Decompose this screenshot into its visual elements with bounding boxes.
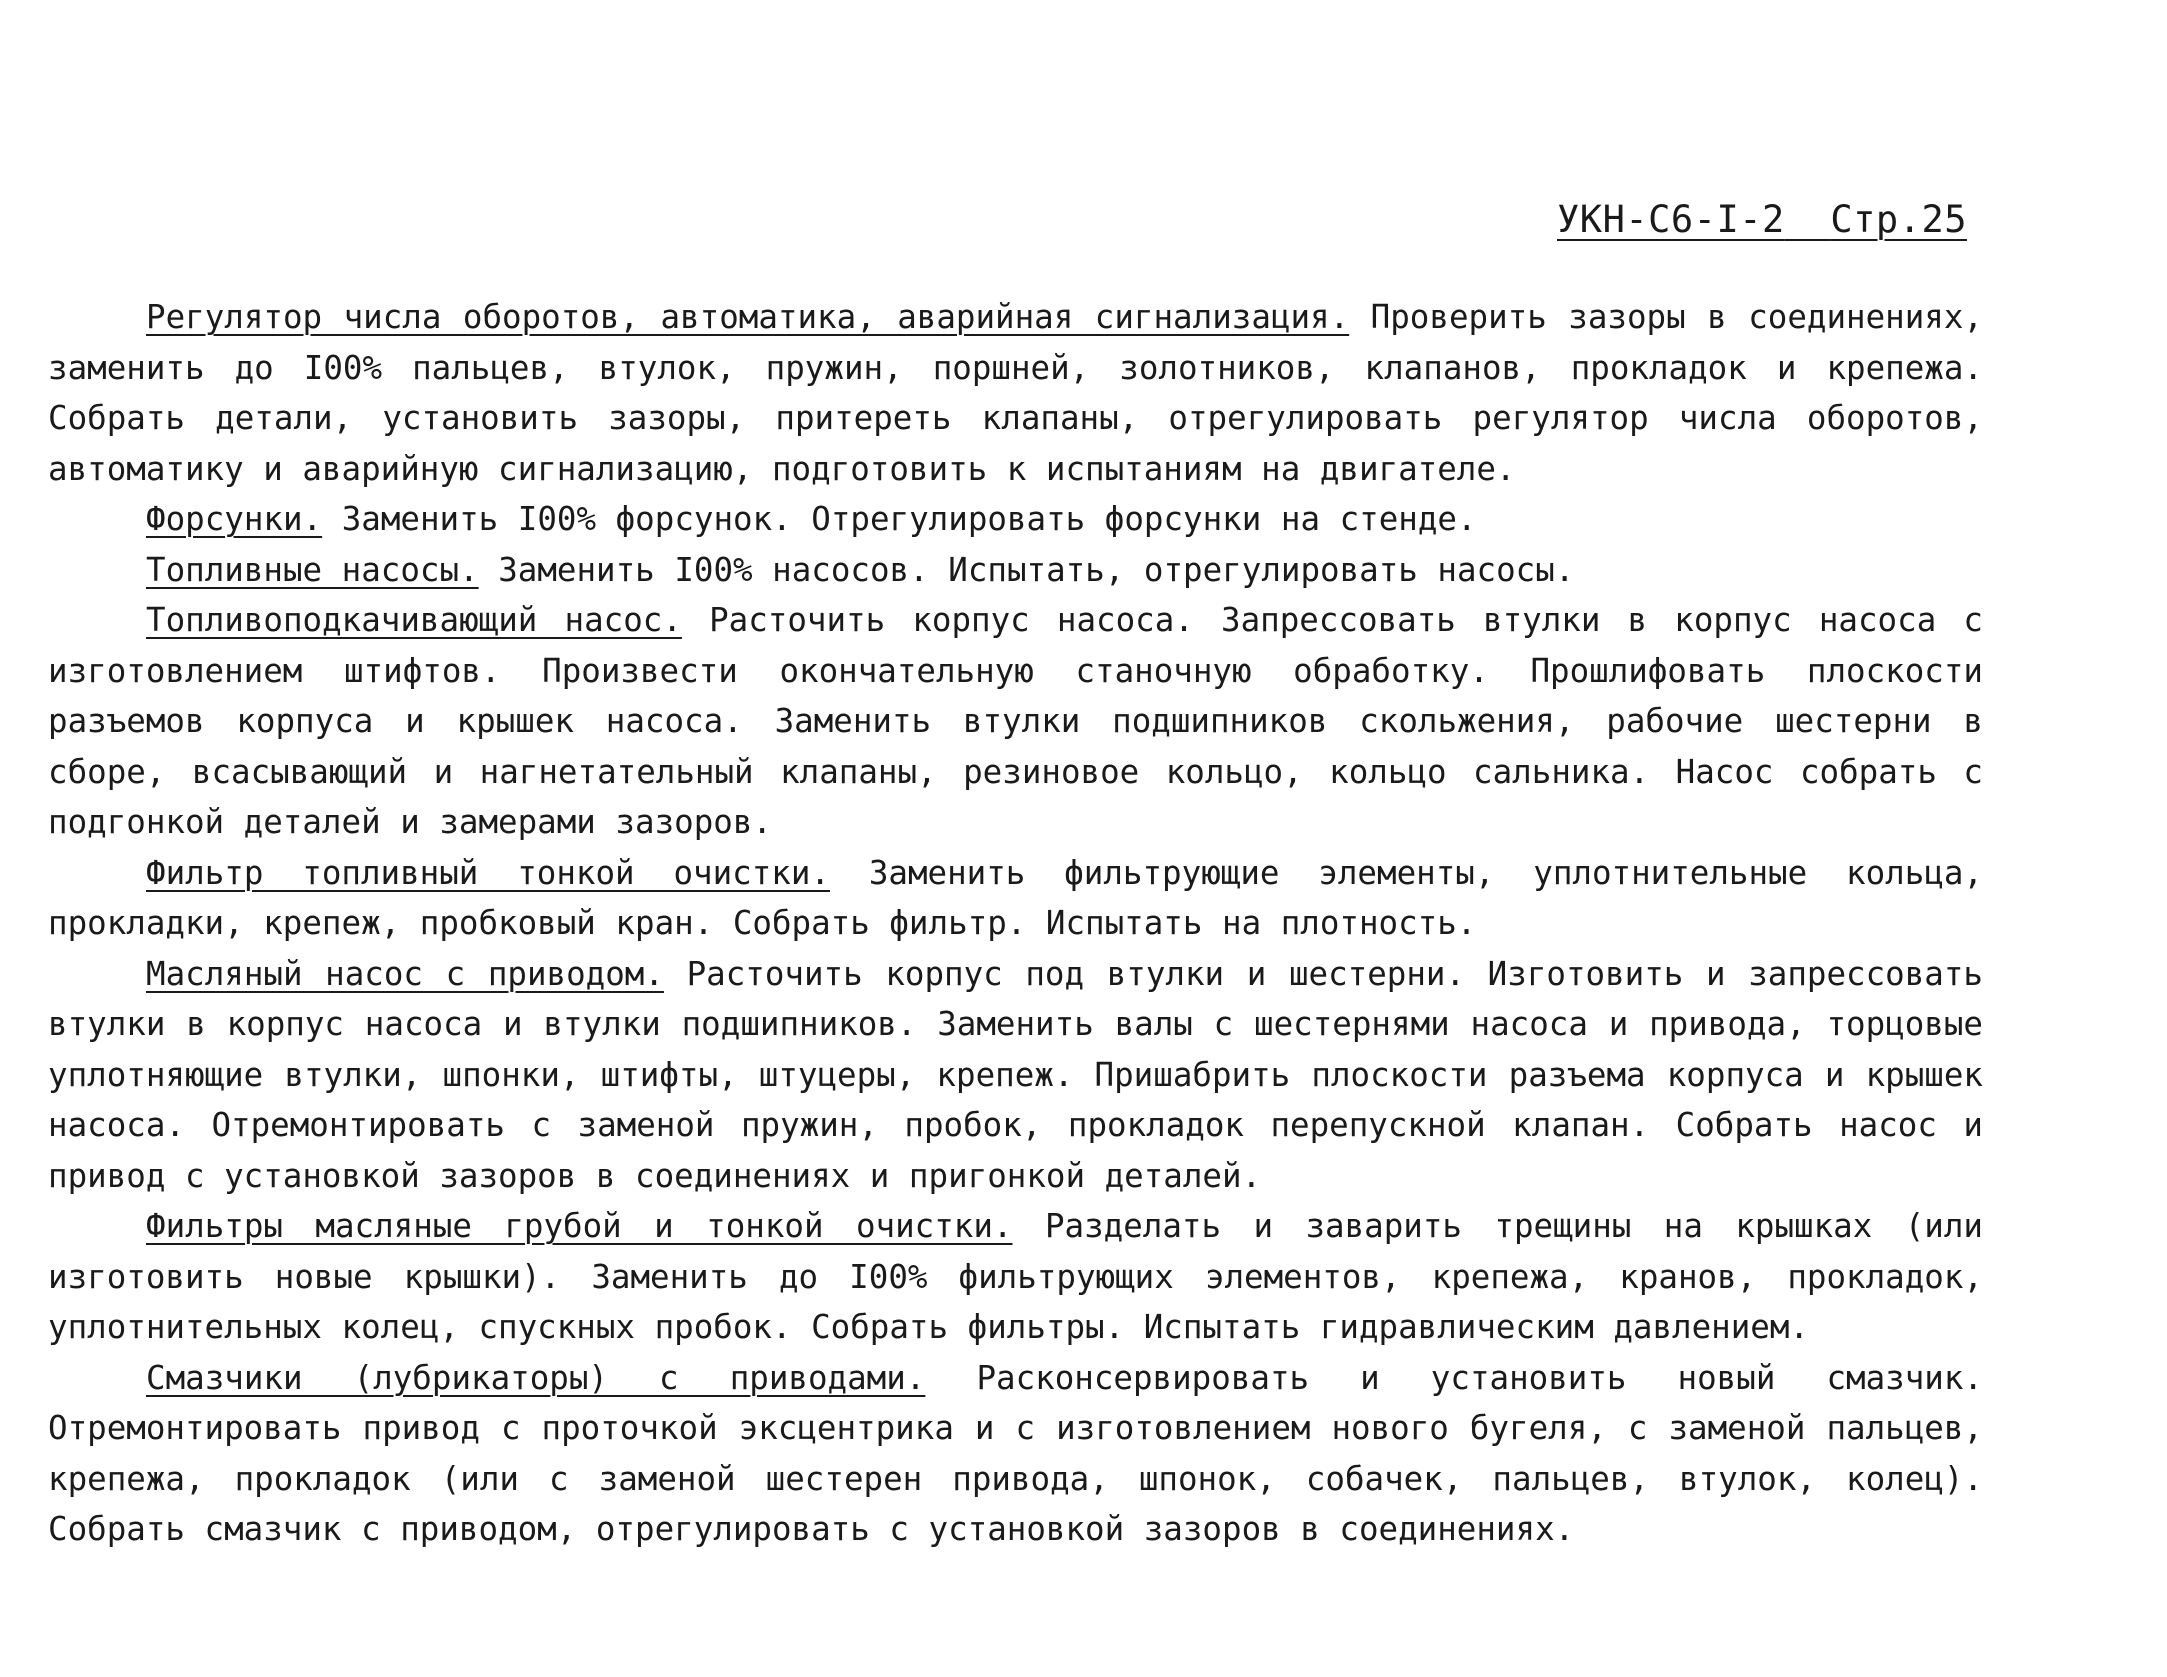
paragraph-text: Расконсервировать и установить новый смазчик. Отремонтировать привод с проточкой эксцентрика и с изготовлением нового бугеля, с заменой пальцев, крепежа, прокладок (или с заменой шестерен привода, шпонок, собачек, пальцев, втулок, колец). Собрать смазчик с приводом, отрегулировать с установкой зазоров в соединениях. (48, 1358, 1983, 1548)
section-heading: Фильтры масляные грубой и тонкой очистки. (146, 1207, 1013, 1245)
section-heading: Топливные насосы. (146, 550, 479, 589)
paragraph-text: Расточить корпус под втулки и шестерни. Изготовить и запрессовать втулки в корпус насоса и втулки подшипников. Заменить валы с шестернями насоса и привода, торцовые уплотняющие втулки, шпонки, штифты, штуцеры, крепеж. Пришабрить плоскости разъема корпуса и крышек насоса. Отремонтировать с заменой пружин, пробок, прокладок перепускной клапан. Собрать насос и привод с установкой зазоров в соединениях и пригонкой деталей. (48, 954, 1983, 1195)
paragraph-text: Проверить зазоры в соединениях, заменить до I00% пальцев, втулок, пружин, поршней, золотников, клапанов, прокладок и крепежа. Собрать детали, установить зазоры, притереть клапаны, отрегулировать регулятор числа оборотов, автоматику и аварийную сигнализацию, подготовить к испытаниям на двигателе. (48, 298, 1983, 488)
paragraph-text: Разделать и заварить трещины на крышках (или изготовить новые крышки). Заменить до I00% фильтрующих элементов, крепежа, кранов, прокладок, уплотнительных колец, спускных пробок. Собрать фильтры. Испытать гидравлическим давлением. (48, 1207, 1983, 1346)
document-body (48, 292, 1983, 1555)
paragraph-fuel-pumps (48, 545, 1983, 596)
section-heading: Смазчики (лубрикаторы) с приводами. (146, 1358, 926, 1397)
paragraph-injectors (48, 494, 1983, 545)
paragraph-text: Расточить корпус насоса. Запрессовать втулки в корпус насоса с изготовлением штифтов. Произвести окончательную станочную обработку. Прошлифовать плоскости разъемов корпуса и крышек насоса. Заменить втулки подшипников скольжения, рабочие шестерни в сборе, всасывающий и нагнетательный клапаны, резиновое кольцо, кольцо сальника. Насос собрать с подгонкой деталей и замерами зазоров. (48, 601, 1983, 841)
document-code: УКН-С6-I-2 (1557, 198, 1785, 241)
paragraph-text: Заменить фильтрующие элементы, уплотнительные кольца, прокладки, крепеж, пробковый кран. Собрать фильтр. Испытать на плотность. (48, 853, 1983, 942)
section-heading: Фильтр топливный тонкой очистки. (146, 853, 830, 892)
paragraph-speed-regulator (48, 292, 1983, 494)
paragraph-text: Заменить I00% насосов. Испытать, отрегулировать насосы. (498, 550, 1575, 589)
paragraph-text: Заменить I00% форсунок. Отрегулировать форсунки на стенде. (341, 500, 1477, 538)
section-heading: Масляный насос с приводом. (146, 954, 664, 993)
paragraph-oil-filters (48, 1201, 1983, 1353)
page-number: Стр.25 (1830, 198, 1967, 241)
paragraph-fuel-priming-pump (48, 595, 1983, 848)
section-heading: Топливоподкачивающий насос. (146, 601, 682, 639)
section-heading: Форсунки. (146, 500, 323, 538)
page-header (1557, 198, 1967, 241)
paragraph-oil-pump (48, 949, 1983, 1202)
section-heading: Регулятор числа оборотов, автоматика, аварийная сигнализация. (146, 298, 1350, 336)
paragraph-lubricators (48, 1353, 1983, 1555)
paragraph-fine-fuel-filter (48, 848, 1983, 949)
